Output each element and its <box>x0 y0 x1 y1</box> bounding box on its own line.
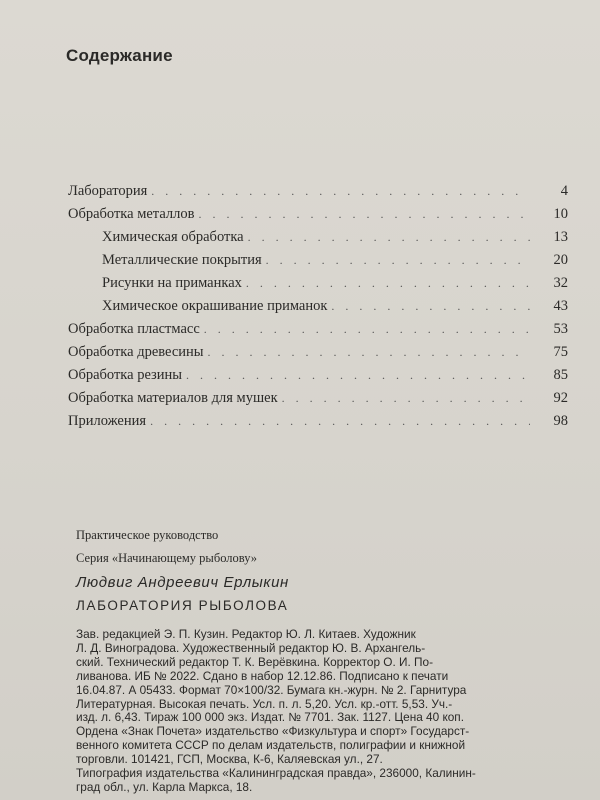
toc-entry <box>102 229 568 249</box>
toc-entry-label: Приложения <box>68 413 147 429</box>
toc-entry <box>68 183 568 203</box>
imprint-genre: Практическое руководство <box>76 528 219 542</box>
publication-details-line: венного комитета СССР по делам издательств, полиграфии и книжной <box>76 739 466 753</box>
publication-details-line: Зав. редакцией Э. П. Кузин. Редактор Ю. Л. Китаев. Художник <box>76 628 416 641</box>
toc-entry-label: Обработка древесины <box>68 344 204 360</box>
publication-details-line: град обл., ул. Карла Маркса, 18. <box>76 780 253 794</box>
toc-entry-page: 32 <box>553 275 568 291</box>
toc-leader-dots <box>186 368 530 383</box>
toc-entry-page: 10 <box>553 206 568 222</box>
publication-details-line: Литературная. Высокая печать. Усл. п. л. 5,20. Усл. кр.-отт. 5,53. Уч.- <box>76 697 453 711</box>
toc-entry-label: Лаборатория <box>68 183 148 199</box>
toc-entry-label: Рисунки на приманках <box>102 275 242 291</box>
toc-leader-dots <box>246 276 530 291</box>
toc-entry-page: 53 <box>553 321 568 337</box>
toc-leader-dots <box>282 391 530 406</box>
toc-leader-dots <box>198 207 530 222</box>
toc-entry-page: 85 <box>553 367 568 383</box>
publication-details-line: Л. Д. Виноградова. Художественный редактор Ю. В. Архангель- <box>76 641 426 655</box>
toc-entry-label: Химическое окрашивание приманок <box>102 298 328 314</box>
toc-entry <box>68 390 568 410</box>
publication-details-line: изд. л. 6,43. Тираж 100 000 экз. Издат. № 7701. Зак. 1127. Цена 40 коп. <box>76 711 464 725</box>
publication-details-line: Ордена «Знак Почета» издательство «Физкультура и спорт» Государст- <box>76 725 470 739</box>
page-title: Содержание <box>66 46 173 65</box>
publication-details-line: ский. Технический редактор Т. К. Верёвкина. Корректор О. И. По- <box>76 655 434 669</box>
toc-entry-label: Химическая обработка <box>102 229 244 245</box>
toc-entry-page: 92 <box>553 390 568 406</box>
toc-entry-label: Обработка пластмасс <box>68 321 200 337</box>
toc-leader-dots <box>208 345 530 360</box>
publication-details-line: ливанова. ИБ № 2022. Сдано в набор 12.12.86. Подписано к печати <box>76 669 449 683</box>
toc-entry-page: 98 <box>553 413 568 429</box>
toc-entry-label: Обработка металлов <box>68 206 195 222</box>
toc-entry-label: Металлические покрытия <box>102 252 262 268</box>
toc-leader-dots <box>266 253 530 268</box>
toc-leader-dots <box>248 230 530 245</box>
toc-leader-dots <box>150 414 530 429</box>
toc-entry-page: 13 <box>553 229 568 245</box>
imprint-author: Людвиг Андреевич Ерлыкин <box>76 574 289 591</box>
toc-leader-dots <box>331 299 530 314</box>
imprint-book-title: ЛАБОРАТОРИЯ РЫБОЛОВА <box>76 598 289 613</box>
toc-entry <box>68 367 568 387</box>
toc-entry <box>102 275 568 295</box>
toc-entry <box>68 321 568 341</box>
toc-entry-page: 4 <box>560 183 568 199</box>
toc-entry-label: Обработка материалов для мушек <box>68 390 278 406</box>
toc-entry-page: 20 <box>553 252 568 268</box>
publication-details-line: Типография издательства «Калининградская правда», 236000, Калинин- <box>76 767 476 781</box>
toc-entry <box>102 298 568 318</box>
toc-entry <box>102 252 568 272</box>
publication-details-line: 16.04.87. А 05433. Формат 70×100/32. Бумага кн.-журн. № 2. Гарнитура <box>76 683 467 697</box>
toc-entry-label: Обработка резины <box>68 367 183 383</box>
toc-entry <box>68 413 568 433</box>
toc-entry <box>68 344 568 364</box>
imprint-series: Серия «Начинающему рыболову» <box>76 551 258 565</box>
toc-entry <box>68 206 568 226</box>
toc-entry-page: 75 <box>553 344 568 360</box>
publication-details-line: торговли. 101421, ГСП, Москва, К-6, Каляевская ул., 27. <box>76 753 383 767</box>
toc-entry-page: 43 <box>553 298 568 314</box>
toc-leader-dots <box>151 184 530 199</box>
toc-leader-dots <box>204 322 530 337</box>
publication-details <box>76 628 550 795</box>
